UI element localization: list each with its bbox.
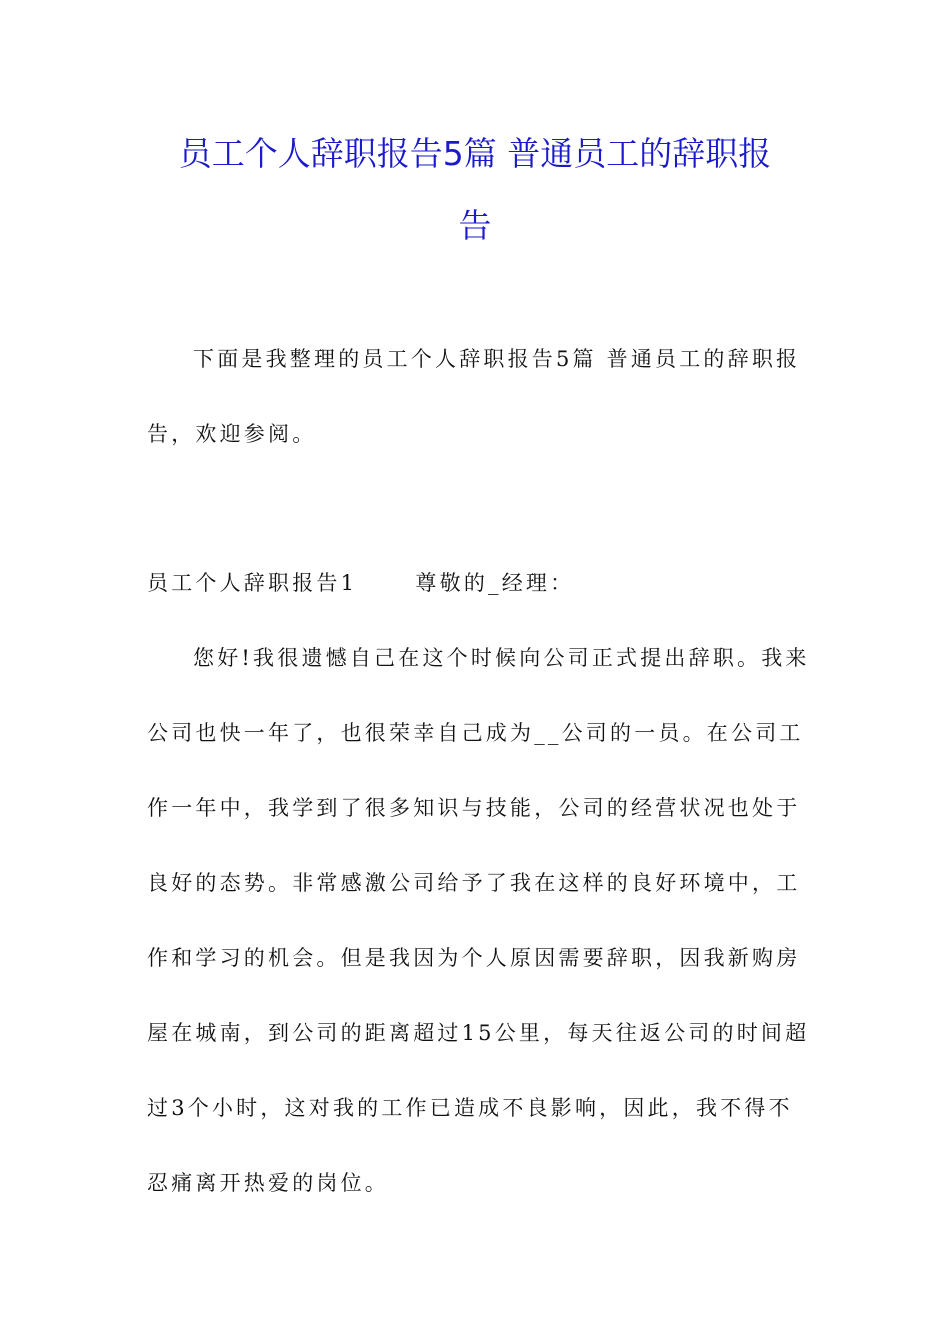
intro-line-1: 下面是我整理的员工个人辞职报告5篇 普通员工的辞职报 <box>193 347 801 371</box>
document-title-line-1: 员工个人辞职报告5篇 普通员工的辞职报 <box>178 134 772 173</box>
body-line-5: 作和学习的机会。但是我因为个人原因需要辞职，因我新购房 <box>147 946 801 970</box>
body-line-3: 作一年中，我学到了很多知识与技能，公司的经营状况也处于 <box>147 796 801 820</box>
body-line-6: 屋在城南，到公司的距离超过15公里，每天往返公司的时间超 <box>147 1021 810 1045</box>
body-line-4: 良好的态势。非常感激公司给予了我在这样的良好环境中，工 <box>147 871 801 895</box>
body-line-7: 过3个小时，这对我的工作已造成不良影响，因此，我不得不 <box>147 1096 793 1120</box>
body-line-1: 您好!我很遗憾自己在这个时候向公司正式提出辞职。我来 <box>193 646 810 670</box>
body-line-2: 公司也快一年了，也很荣幸自己成为__公司的一员。在公司工 <box>147 721 804 745</box>
intro-line-2: 告，欢迎参阅。 <box>147 422 317 446</box>
body-line-8: 忍痛离开热爱的岗位。 <box>147 1171 389 1195</box>
section-heading: 员工个人辞职报告1 尊敬的_经理： <box>147 571 575 595</box>
document-title-line-2: 告 <box>458 206 492 245</box>
